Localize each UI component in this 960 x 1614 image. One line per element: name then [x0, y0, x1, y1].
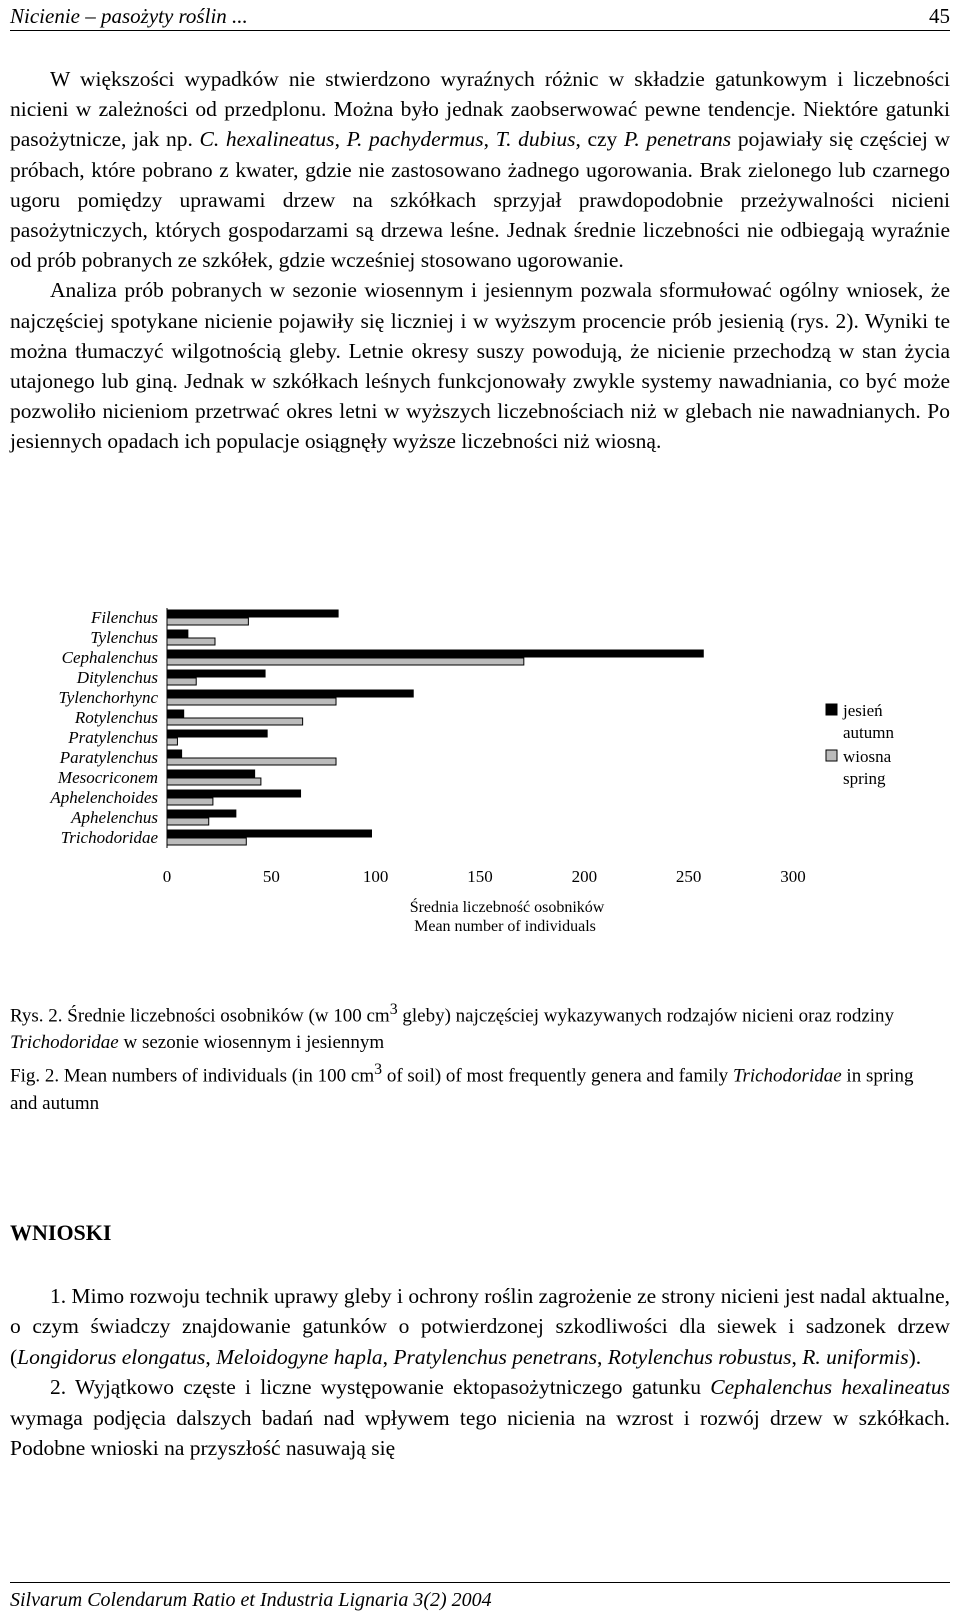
x-axis-title-polish: Średnia liczebność osobników — [409, 899, 605, 916]
category-label: Cephalenchus — [61, 648, 158, 667]
bar-spring — [167, 678, 196, 685]
legend-label-en: autumn — [843, 723, 894, 742]
paragraph-1: W większości wypadków nie stwierdzono wyraźnych różnic w składzie gatunkowym i liczebności nicieni w zależności od przedplonu. Można było jednak zaobserwować pewne tendencje. Niektóre gatunki pasożytnicze, jak np. C. hexalineatus, P. pachydermus, T. dubius, czy P. penetrans pojawiały się częściej w próbach, które pobrano z kwater, gdzie nie zastosowano żadnego ugorowania. Brak zielonego lub czarnego ugoru pomiędzy uprawami drzew na szkółkach sprzyjał prawdopodobnie przeżywalności nicieni pasożytniczych, których gospodarzami są drzewa leśne. Jednak średnie liczebności nie odbiegają wyraźnie od prób pobranych ze szkółek, gdzie wcześniej stosowano ugorowanie. — [10, 67, 951, 273]
body-text — [10, 64, 950, 457]
page-header — [10, 4, 950, 31]
paragraph-2: Analiza prób pobranych w sezonie wiosennym i jesiennym pozwala sformułować ogólny wniosek, że najczęściej spotykane nicienie pojawiły się liczniej i w wyższym procencie prób jesienią (rys. 2). Wyniki te można tłumaczyć wilgotnością gleby. Letnie okresy suszy powodują, że nicienie przechodzą w stan życia utajonego lub giną. Jednak w szkółkach leśnych funkcjonowały zwykle systemy nawadniania, co być może pozwoliło nicieniom przetrwać okres letni w wyższych liczebnościach niż w glebach nie nawadnianych. Po jesiennych opadach ich populacje osiągnęły wyższe liczebności niż wiosną. — [10, 278, 950, 454]
page-footer: Silvarum Colendarum Ratio et Industria Lignaria 3(2) 2004 — [10, 1582, 950, 1612]
bar-autumn — [167, 790, 301, 797]
bar-autumn — [167, 670, 265, 677]
section-heading: WNIOSKI — [10, 1220, 112, 1245]
category-label: Filenchus — [90, 608, 158, 627]
conclusion-2: 2. Wyjątkowo częste i liczne występowanie ektopasożytniczego gatunku Cephalenchus hexalineatus wymaga podjęcia dalszych badań nad wpływem tego nicienia na wzrost i rozwój drzew w szkółkach. Podobne wnioski na przyszłość nasuwają się — [10, 1375, 950, 1461]
bar-autumn — [167, 710, 184, 717]
bar-spring — [167, 718, 303, 725]
page-number: 45 — [929, 4, 950, 28]
bar-spring — [167, 838, 246, 845]
caption-polish: Rys. 2. Średnie liczebności osobników (w 100 $cm^3$ gleby) najczęściej wykazywanych rodzajów nicieni oraz rodziny Trichodoridae w sezonie wiosennym i jesiennym — [10, 1001, 895, 1054]
category-label: Paratylenchus — [59, 748, 158, 767]
caption-english: Fig. 2. Mean numbers of individuals (in 100 $cm^3$ of soil) of most frequently genera and family Trichodoridae in spring and autumn — [10, 1061, 914, 1114]
bar-spring — [167, 638, 215, 645]
conclusions-list — [10, 1281, 950, 1463]
category-label: Aphelenchoides — [50, 788, 158, 807]
category-label: Ditylenchus — [76, 668, 158, 687]
bar-autumn — [167, 610, 338, 617]
bar-spring — [167, 698, 336, 705]
x-axis-title-english: Mean number of individuals — [414, 918, 596, 935]
legend-label-en: spring — [843, 769, 886, 788]
bar-autumn — [167, 830, 371, 837]
bar-spring — [167, 618, 248, 625]
bar-chart — [0, 600, 960, 980]
bar-spring — [167, 818, 209, 825]
category-label: Mesocriconem — [57, 768, 158, 787]
category-label: Tylenchorhync — [58, 688, 158, 707]
legend-swatch — [826, 704, 837, 715]
legend-label: wiosna — [843, 747, 892, 766]
bar-spring — [167, 798, 213, 805]
bar-autumn — [167, 730, 267, 737]
bar-autumn — [167, 690, 413, 697]
figure-caption — [10, 996, 940, 1117]
figure-2-chart — [0, 600, 960, 980]
bar-spring — [167, 778, 261, 785]
x-tick-label: 300 — [780, 867, 806, 886]
legend-label: jesień — [843, 701, 883, 720]
x-tick-label: 250 — [675, 867, 702, 886]
bar-autumn — [167, 650, 703, 657]
x-tick-label: 100 — [362, 867, 389, 886]
bar-autumn — [167, 770, 255, 777]
bar-spring — [167, 658, 524, 665]
category-label: Tylenchus — [90, 628, 158, 647]
legend-swatch — [826, 750, 837, 761]
bar-autumn — [167, 810, 236, 817]
x-tick-label: 50 — [262, 867, 280, 886]
conclusion-1: 1. Mimo rozwoju technik uprawy gleby i ochrony roślin zagrożenie ze strony nicieni jest nadal aktualne, o czym świadczy znajdowanie gatunków o potwierdzonej szkodliwości dla siewek i sadzonek drzew (Longidorus elongatus, Meloidogyne hapla, Pratylenchus penetrans, Rotylenchus robustus, R. uniformis). — [10, 1284, 950, 1369]
bar-autumn — [167, 630, 188, 637]
bar-spring — [167, 738, 177, 745]
x-tick-label: 150 — [467, 867, 493, 886]
category-label: Pratylenchus — [68, 728, 158, 747]
x-tick-label: 0 — [162, 867, 172, 886]
category-label: Trichodoridae — [60, 828, 158, 847]
bar-autumn — [167, 750, 182, 757]
category-label: Rotylenchus — [74, 708, 158, 727]
x-tick-label: 200 — [571, 867, 598, 886]
bar-spring — [167, 758, 336, 765]
category-label: Aphelenchus — [71, 808, 158, 827]
running-title: Nicienie – pasożyty roślin ... — [10, 4, 248, 28]
